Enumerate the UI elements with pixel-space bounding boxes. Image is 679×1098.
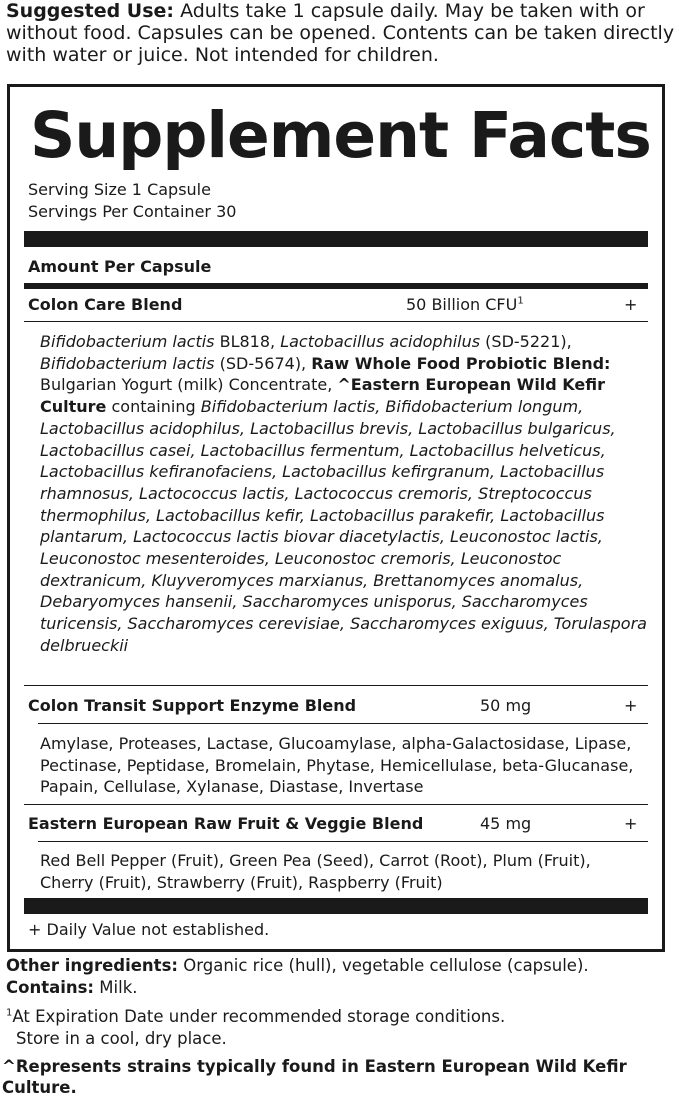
colon-care-blend-dv: + <box>624 295 638 314</box>
serving-info <box>28 179 236 223</box>
panel-title: Supplement Facts <box>30 99 651 172</box>
row-divider <box>24 804 648 805</box>
enzyme-blend-dv: + <box>624 696 638 715</box>
colon-care-blend-amount: 50 Billion CFU$^1$ <box>406 295 524 314</box>
fruit-veggie-ingredients: Red Bell Pepper (Fruit), Green Pea (Seed), Carrot (Root), Plum (Fruit), Cherry (Fruit), Strawberry (Fruit), Raspberry (Fruit) <box>40 851 591 892</box>
suggested-use-label: Suggested Use: <box>6 0 175 22</box>
colon-care-blend-name: Colon Care Blend <box>28 295 183 314</box>
enzyme-ingredients: Amylase, Proteases, Lactase, Glucoamylase, alpha-Galactosidase, Lipase, Pectinase, Peptidase, Bromelain, Phytase, Hemicellulase, beta-Glucanase, Papain, Cellulase, Xylanase, Diastase, Invertase <box>40 734 634 797</box>
supplement-facts-panel <box>7 84 665 952</box>
footnote-mark: 1 <box>517 295 524 307</box>
storage-note-line1: At Expiration Date under recommended storage conditions. <box>12 1007 506 1026</box>
contains-line <box>6 977 138 998</box>
servings-per-container: Servings Per Container 30 <box>28 202 237 221</box>
probiotic-ingredients: Bifidobacterium lactis BL818, Lactobacillus acidophilus (SD-5221), Bifidobacterium lactis (SD-5674), Raw Whole Food Probiotic Blend: Bulgarian Yogurt (milk) Concentrate, ^Eastern European Wild Kefir Culture containing Bifidobacterium lactis, Bifidobacterium longum, Lactobacillus acidophilus, Lactobacillus brevis, Lactobacillus bulgaricus, Lactobacillus casei, Lactobacillus fermentum, Lactobacillus helveticus, Lactobacillus kefiranofaciens, Lactobacillus kefirgranum, Lactobacillus rhamnosus, Lactococcus lactis, Lactococcus cremoris, Streptococcus thermophilus, Lactobacillus kefir, Lactobacillus parakefir, Lactobacillus plantarum, Lactococcus lactis biovar diacetylactis, Leuconostoc lactis, Leuconostoc mesenteroides, Leuconostoc cremoris, Leuconostoc dextranicum, Kluyveromyces marxianus, Brettanomyces anomalus, Debaryomyces hansenii, Saccharomyces unisporus, Saccharomyces turicensis, Saccharomyces cerevisiae, Saccharomyces exiguus, Torulaspora delbrueckii <box>40 332 647 655</box>
suggested-use <box>6 0 676 66</box>
row-divider <box>24 321 648 322</box>
daily-value-footnote: + Daily Value not established. <box>28 920 270 939</box>
storage-note <box>6 1006 505 1027</box>
row-divider <box>38 723 648 724</box>
suggested-use-text: Adults take 1 capsule daily. May be taken with or without food. Capsules can be opened. Contents can be taken directly with water or juice. Not intended for children. <box>6 0 675 66</box>
serving-size: Serving Size 1 Capsule <box>28 180 211 199</box>
other-ingredients <box>6 955 589 976</box>
fruit-veggie-blend-dv: + <box>624 814 638 833</box>
storage-note-mark: 1 <box>6 1007 13 1019</box>
fruit-veggie-blend-amount: 45 mg <box>480 814 532 833</box>
enzyme-blend-name: Colon Transit Support Enzyme Blend <box>28 696 357 715</box>
other-ingredients-text: Organic rice (hull), vegetable cellulose (capsule). <box>183 956 589 975</box>
fruit-veggie-blend-name: Eastern European Raw Fruit & Veggie Blend <box>28 814 424 833</box>
amount-per-heading: Amount Per Capsule <box>28 257 212 276</box>
kefir-strain-note: ^Represents strains typically found in Eastern European Wild Kefir Culture. <box>2 1057 627 1097</box>
enzyme-blend-amount: 50 mg <box>480 696 532 715</box>
other-ingredients-label: Other ingredients: <box>6 956 178 975</box>
medium-divider <box>24 283 648 289</box>
thick-divider <box>24 231 648 247</box>
contains-text: Milk. <box>99 978 138 997</box>
thick-divider <box>24 898 648 914</box>
contains-label: Contains: <box>6 978 95 997</box>
row-divider <box>38 841 648 842</box>
row-divider <box>24 685 648 686</box>
storage-note-line-2: Store in a cool, dry place. <box>16 1029 227 1048</box>
